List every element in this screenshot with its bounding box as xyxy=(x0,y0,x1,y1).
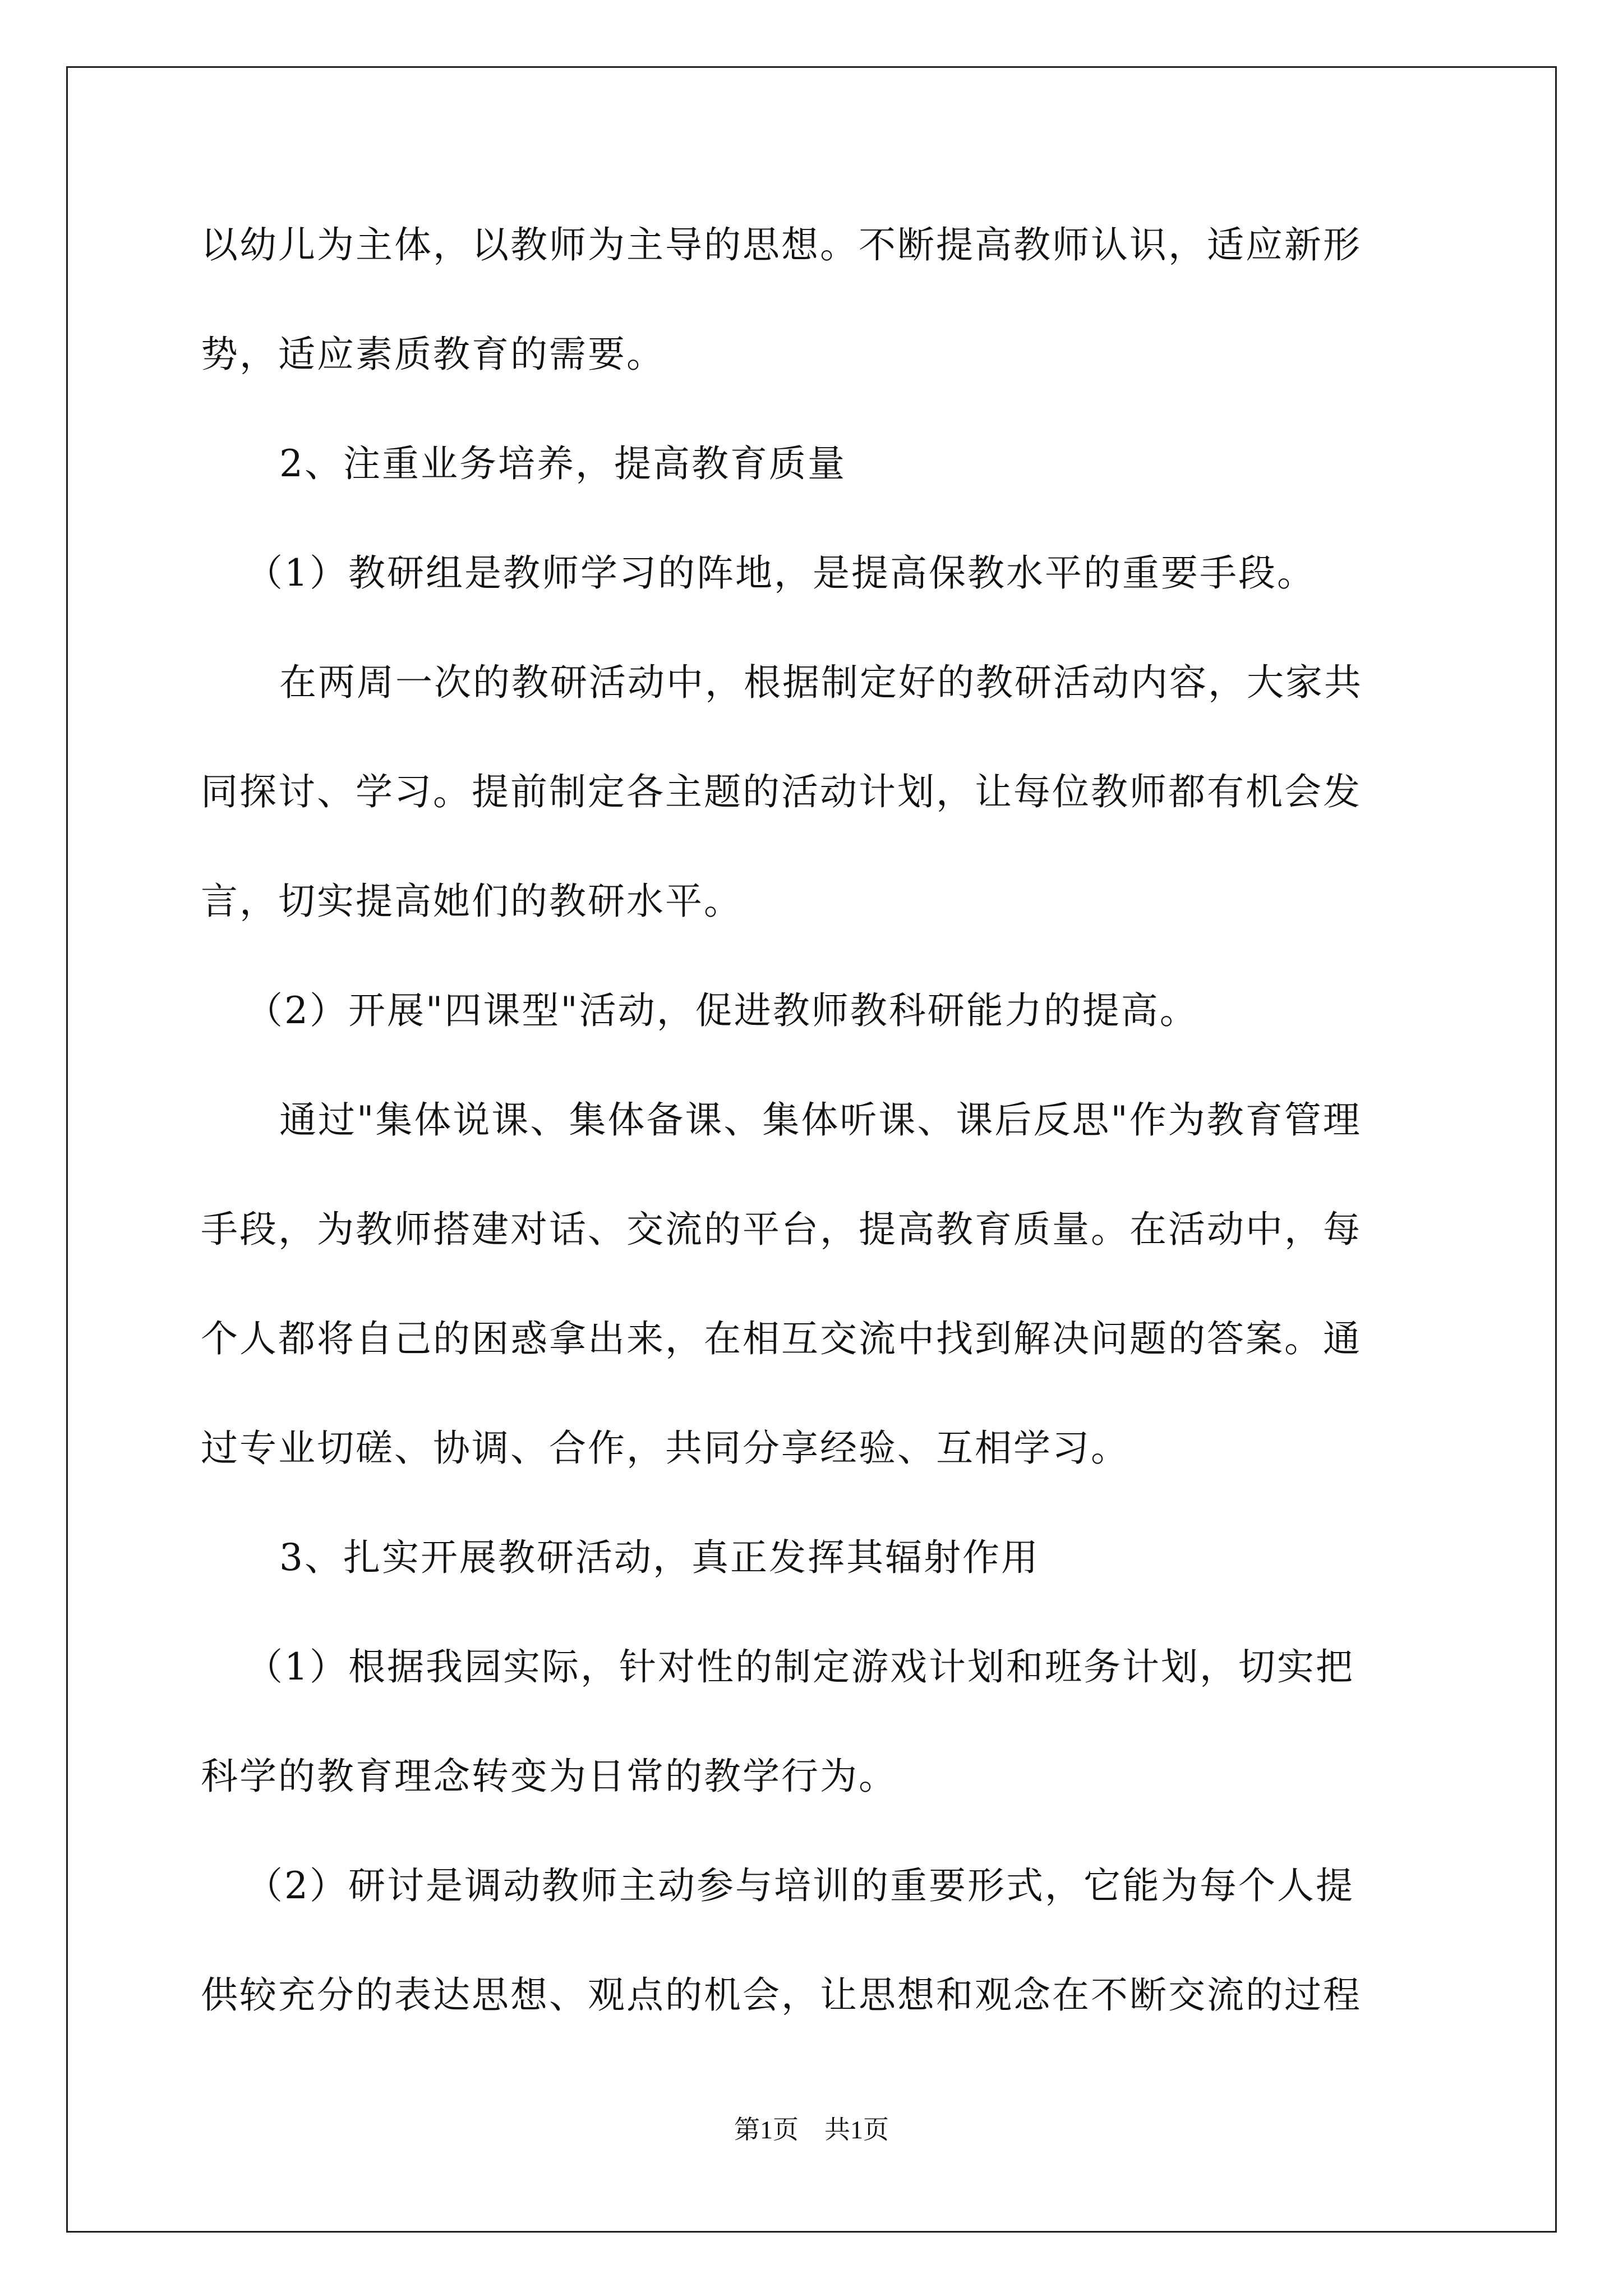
text-line: 势，适应素质教育的需要。 xyxy=(201,333,665,376)
section-heading: 3、扎实开展教研活动，真正发挥其辐射作用 xyxy=(279,1536,1040,1579)
section-heading: 2、注重业务培养，提高教育质量 xyxy=(279,442,846,485)
text-line: （2）研讨是调动教师主动参与培训的重要形式，它能为每个人提 xyxy=(246,1864,1354,1907)
page-number: 第1页 共1页 xyxy=(734,2115,889,2144)
text-line: 供较充分的表达思想、观点的机会，让思想和观念在不断交流的过程 xyxy=(201,1973,1362,2017)
text-line: 过专业切磋、协调、合作，共同分享经验、互相学习。 xyxy=(201,1427,1129,1470)
text-line: 以幼儿为主体，以教师为主导的思想。不断提高教师认识，适应新形 xyxy=(201,223,1362,266)
text-line: 个人都将自己的困惑拿出来，在相互交流中找到解决问题的答案。通 xyxy=(201,1317,1362,1360)
text-line: （1）根据我园实际，针对性的制定游戏计划和班务计划，切实把 xyxy=(246,1645,1354,1688)
subsection-heading: （1）教研组是教师学习的阵地，是提高保教水平的重要手段。 xyxy=(246,551,1316,595)
text-line: 言，切实提高她们的教研水平。 xyxy=(201,880,743,923)
text-line: 同探讨、学习。提前制定各主题的活动计划，让每位教师都有机会发 xyxy=(201,770,1362,813)
text-line: 科学的教育理念转变为日常的教学行为。 xyxy=(201,1755,897,1798)
subsection-heading: （2）开展"四课型"活动，促进教师教科研能力的提高。 xyxy=(246,989,1198,1032)
text-line: 手段，为教师搭建对话、交流的平台，提高教育质量。在活动中，每 xyxy=(201,1208,1362,1251)
text-line: 通过"集体说课、集体备课、集体听课、课后反思"作为教育管理 xyxy=(279,1098,1362,1142)
text-line: 在两周一次的教研活动中，根据制定好的教研活动内容，大家共 xyxy=(279,661,1363,704)
